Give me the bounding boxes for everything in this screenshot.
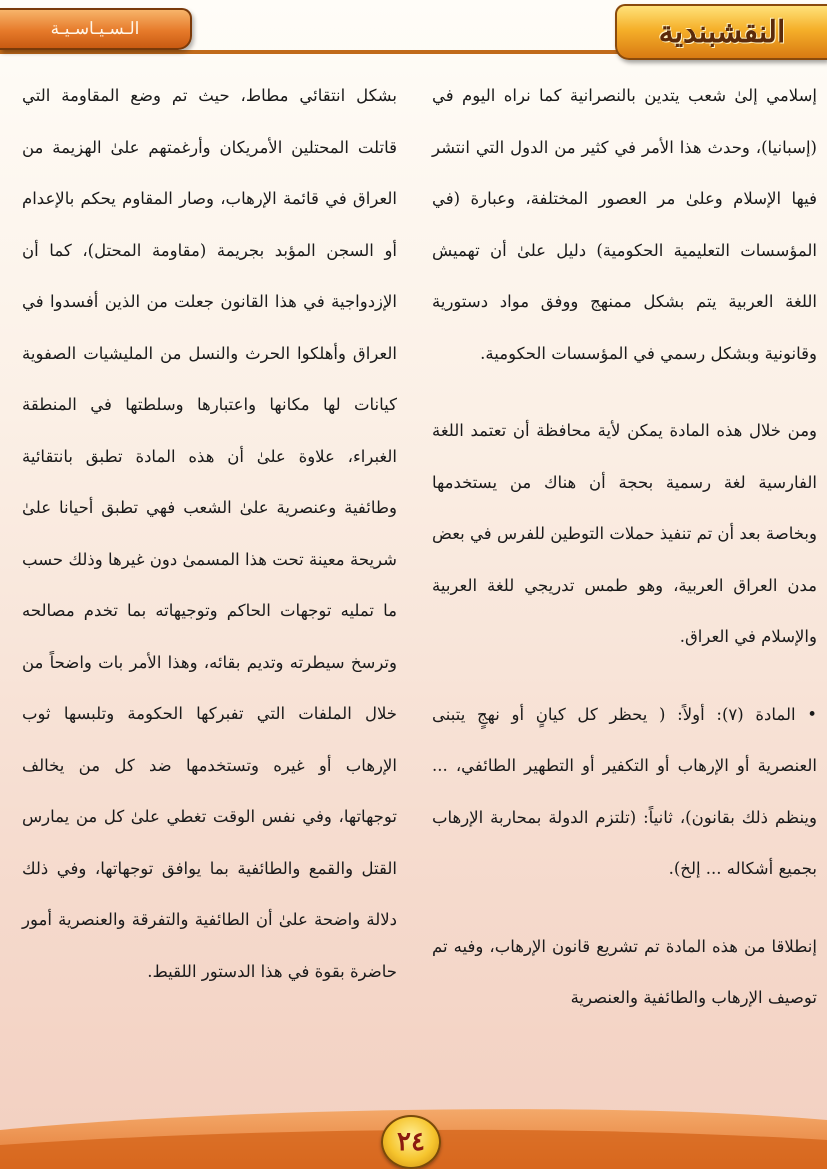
paragraph: بشكل انتقائي مطاط، حيث تم وضع المقاومة التي قاتلت المحتلين الأمريكان وأرغمتهم علىٰ الهزيمة من العراق في قائمة الإرهاب، وصار المقاوم يحكم بالإعدام أو السجن المؤبد بجريمة (مقاومة المحتل)، كما أن الإزدواجية في هذا القانون جعلت من الذين أفسدوا في العراق وأهلكوا الحرث والنسل من المليشيات الصفوية كيانات لها مكانها واعتبارها وسلطتها في المنطقة الغبراء، علاوة علىٰ أن هذه المادة تطبق بانتقائية وطائفية وعنصرية علىٰ الشعب فهي تطبق أحيانا علىٰ شريحة معينة تحت هذا المسمىٰ دون غيرها وذلك حسب ما تمليه توجهات الحاكم وتوجيهاته بما تخدم مصالحه وترسخ سيطرته وتديم بقائه، وهذا الأمر بات واضحاً من خلال الملفات التي تفبركها الحكومة وتلبسها ثوب الإرهاب أو غيره وتستخدمها ضد كل من يخالف توجهاتها، وفي نفس الوقت تغطي علىٰ كل من يمارس القتل والقمع والطائفية بما يوافق توجهاتها، وفي ذلك دلالة واضحة علىٰ أن الطائفية والتفرقة والعنصرية أمور حاضرة بقوة في هذا الدستور اللقيط. — [22, 86, 397, 981]
page-number-badge — [381, 1115, 441, 1169]
page-number: ٢٤ — [397, 1127, 425, 1157]
bullet-paragraph: • المادة (٧): أولاً: ( يحظر كل كيانٍ أو نهجٍ يتبنى العنصرية أو الإرهاب أو التكفير أو التطهير الطائفي، ... وينظم ذلك بقانون)، ثانياً: (تلتزم الدولة بمحاربة الإرهاب بجميع أشكاله ... إلخ). — [432, 704, 817, 878]
page-header — [0, 0, 827, 58]
paragraph: إنطلاقا من هذه المادة تم تشريع قانون الإرهاب، وفيه تم توصيف الإرهاب والطائفية والعنصرية — [432, 936, 817, 1007]
section-tab — [0, 8, 192, 50]
section-name: الـسـيـاسـيـة — [50, 19, 140, 39]
article-column-left — [22, 70, 397, 997]
magazine-name-tab — [615, 4, 827, 60]
paragraph: إسلامي إلىٰ شعب يتدين بالنصرانية كما نراه اليوم في (إسبانيا)، وحدث هذا الأمر في كثير من الدول التي انتشر فيها الإسلام وعلىٰ مر العصور المختلفة، وعبارة (في المؤسسات التعليمية الحكومية) دليل علىٰ أن تهميش اللغة العربية يتم بشكل ممنهج ووفق مواد دستورية وقانونية وبشكل رسمي في المؤسسات الحكومية. — [432, 86, 817, 363]
magazine-name: النقشبندية — [658, 14, 786, 50]
paragraph: ومن خلال هذه المادة يمكن لأية محافظة أن تعتمد اللغة الفارسية لغة رسمية بحجة أن هناك من يستخدمها وبخاصة بعد أن تم تنفيذ حملات التوطين للفرس في بعض مدن العراق العربية، وهو طمس تدريجي للغة العربية والإسلام في العراق. — [432, 421, 817, 646]
article-column-right — [432, 70, 817, 1024]
